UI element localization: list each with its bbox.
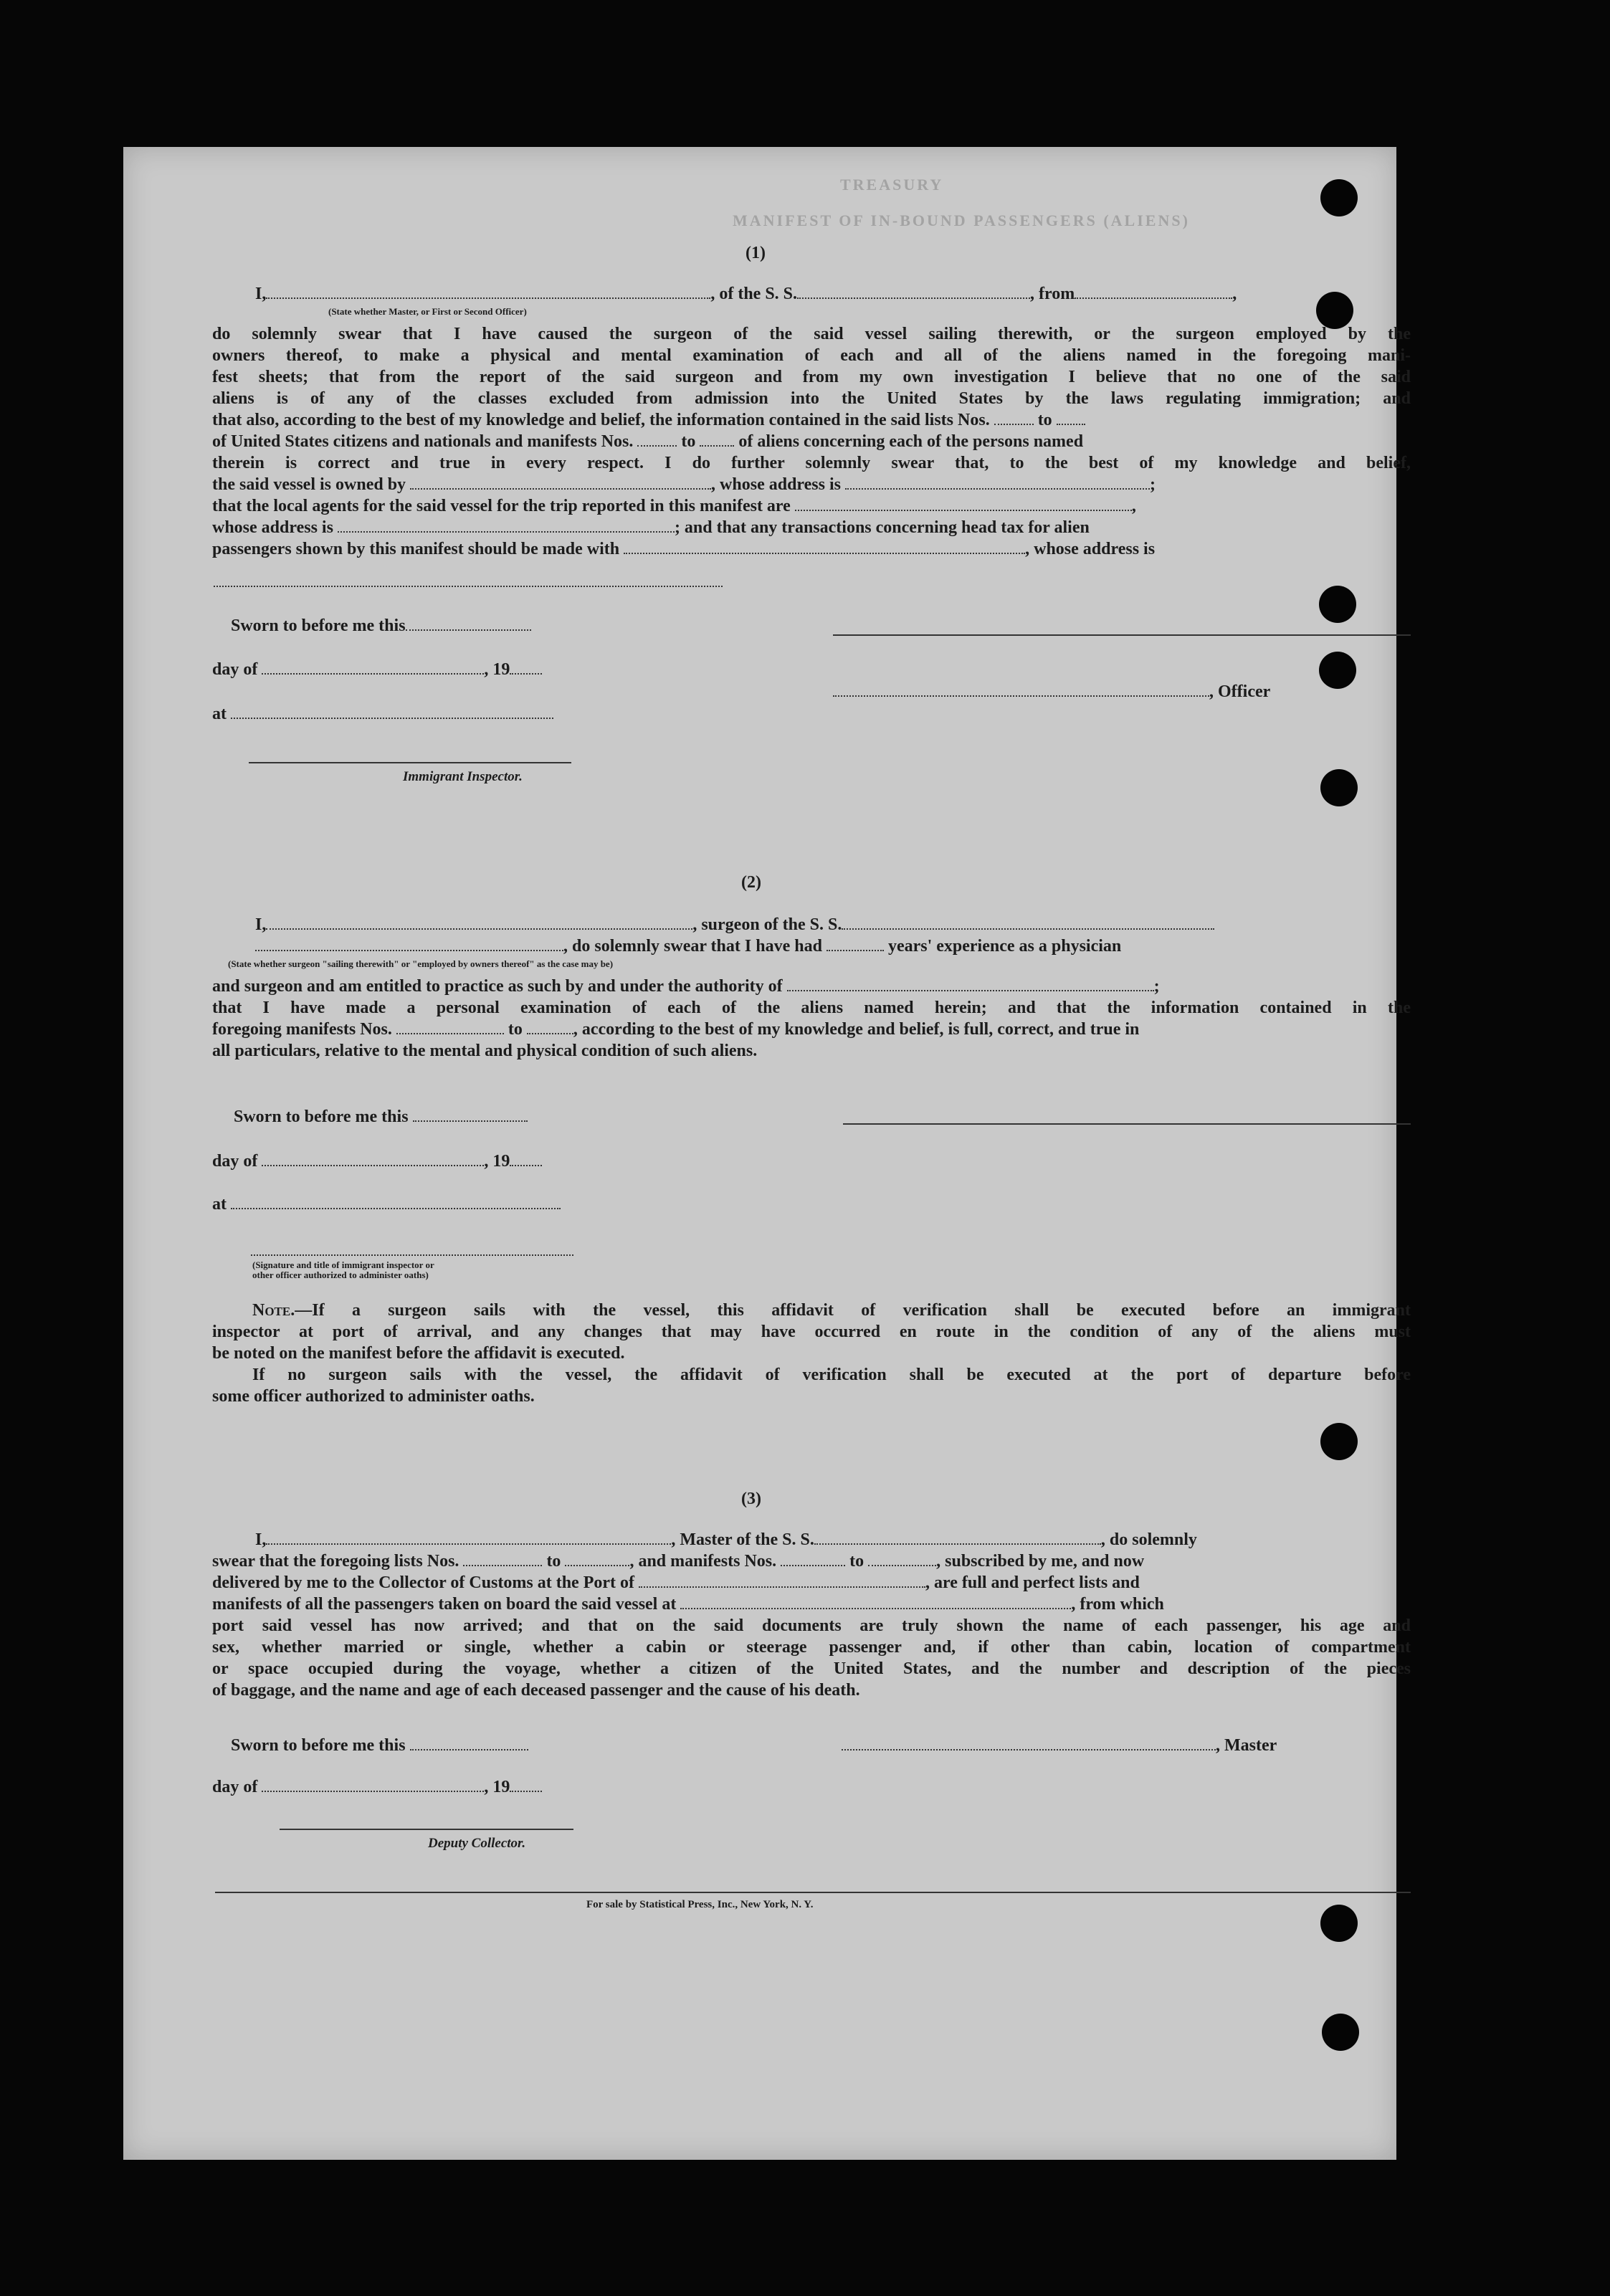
section-1-text-9: that the local agents for the said vessel for the trip reported in this manifest are , xyxy=(212,497,1136,515)
section-2-text-5: foregoing manifests Nos. to , according to the best of my knowledge and belief, is full, correct, and true in xyxy=(212,1020,1140,1039)
section-1-state-note: (State whether Master, or First or Second Officer) xyxy=(328,306,527,317)
section-1-officer: , Officer xyxy=(833,681,1270,702)
section-1-line-1: I, , of the S. S. , from , xyxy=(255,285,1237,303)
section-3-line-8: of baggage, and the name and age of each deceased passenger and the cause of his death. xyxy=(212,1681,860,1700)
section-3-line-6: sex, whether married or single, whether a cabin or steerage passenger and, if other than cabin, location of compartment xyxy=(212,1638,1411,1657)
section-2-text-6: all particulars, relative to the mental and physical condition of such aliens. xyxy=(212,1042,758,1060)
binder-hole-4 xyxy=(1319,652,1356,689)
section-2-at: at xyxy=(212,1194,561,1215)
section-3-day-of: day of , 19 xyxy=(212,1776,542,1798)
footer-rule xyxy=(215,1892,1411,1893)
section-2-note-3: be noted on the manifest before the affidavit is executed. xyxy=(212,1344,625,1363)
section-1-text-1: do solemnly swear that I have caused the surgeon of the said vessel sailing therewith, or the surgeon employed by the xyxy=(212,325,1411,343)
binder-hole-6 xyxy=(1320,1423,1358,1460)
section-3-line-1: I, , Master of the S. S. , do solemnly xyxy=(255,1530,1197,1549)
section-3-collector-line xyxy=(280,1829,573,1830)
binder-hole-7 xyxy=(1320,1905,1358,1942)
section-2-signature-note-2: other officer authorized to administer oaths) xyxy=(252,1270,429,1280)
section-3-line-5: port said vessel has now arrived; and that on the said documents are truly shown the name of each passenger, his age and xyxy=(212,1616,1411,1635)
section-2-note-5: some officer authorized to administer oaths. xyxy=(212,1387,535,1406)
section-2-state-note: (State whether surgeon "sailing therewith" or "employed by owners thereof" as the case may be) xyxy=(228,958,614,969)
section-3-line-3: delivered by me to the Collector of Customs at the Port of , are full and perfect lists and xyxy=(212,1573,1140,1592)
section-2-signature-line xyxy=(843,1123,1411,1125)
section-1-sworn: Sworn to before me this xyxy=(231,615,531,637)
section-1-text-2: owners thereof, to make a physical and mental examination of each and all of the aliens named in the foregoing mani- xyxy=(212,346,1411,365)
section-1-address-line xyxy=(214,586,723,587)
section-1-inspector-caption: Immigrant Inspector. xyxy=(403,769,523,784)
binder-hole-5 xyxy=(1320,769,1358,806)
section-1-inspector-line xyxy=(249,762,571,763)
section-2-inspector-line xyxy=(251,1254,573,1256)
section-1-text-11: passengers shown by this manifest should be made with , whose address is xyxy=(212,540,1156,558)
section-3-sworn: Sworn to before me this xyxy=(231,1735,528,1756)
faint-header-1: TREASURY xyxy=(840,176,944,194)
section-2-note-2: inspector at port of arrival, and any changes that may have occurred en route in the condition of any of the aliens must xyxy=(212,1323,1411,1341)
faint-header-2: MANIFEST OF IN-BOUND PASSENGERS (ALIENS) xyxy=(733,211,1190,229)
binder-hole-8 xyxy=(1322,2014,1359,2051)
section-3-number: (3) xyxy=(741,1490,761,1508)
section-2-signature-note-1: (Signature and title of immigrant inspector or xyxy=(252,1259,434,1270)
section-3-collector-caption: Deputy Collector. xyxy=(428,1836,526,1851)
section-3-master: , Master xyxy=(842,1735,1277,1756)
section-2-note-1: Note.—If a surgeon sails with the vessel, this affidavit of verification shall be executed before an immigrant xyxy=(252,1301,1411,1320)
section-3-line-4: manifests of all the passengers taken on board the said vessel at , from which xyxy=(212,1595,1164,1614)
section-1-text-3: fest sheets; that from the report of the said surgeon and from my own investigation I believe that no one of the said xyxy=(212,368,1411,386)
section-1-text-7: therein is correct and true in every respect. I do further solemnly swear that, to the best of my knowledge and belief, xyxy=(212,454,1411,472)
section-2-text-3: and surgeon and am entitled to practice as such by and under the authority of ; xyxy=(212,977,1160,996)
section-2-line-2: , do solemnly swear that I have had years' experience as a physician xyxy=(255,935,1121,957)
footer-printer: For sale by Statistical Press, Inc., New York, N. Y. xyxy=(586,1899,814,1910)
section-1-signature-line-1 xyxy=(833,634,1411,636)
section-2-text-4: that I have made a personal examination of each of the aliens named herein; and that the information contained in the xyxy=(212,999,1411,1017)
binder-hole-3 xyxy=(1319,586,1356,623)
section-3-line-2: swear that the foregoing lists Nos. to , and manifests Nos. to , subscribed by me, and now xyxy=(212,1552,1145,1571)
section-2-day-of: day of , 19 xyxy=(212,1151,542,1172)
section-1-text-8: the said vessel is owned by , whose address is ; xyxy=(212,475,1156,494)
section-2-sworn: Sworn to before me this xyxy=(234,1106,528,1128)
section-3-line-7: or space occupied during the voyage, whether a citizen of the United States, and the number and description of the pieces xyxy=(212,1659,1411,1678)
section-1-text-10: whose address is ; and that any transactions concerning head tax for alien xyxy=(212,518,1090,537)
section-1-text-5: that also, according to the best of my knowledge and belief, the information contained in the said lists Nos. to xyxy=(212,409,1085,431)
section-1-number: (1) xyxy=(746,244,766,262)
document-page xyxy=(123,147,1411,2160)
section-2-number: (2) xyxy=(741,873,761,892)
section-1-text-4: aliens is of any of the classes excluded from admission into the United States by the laws regulating immigration; and xyxy=(212,389,1411,408)
section-2-line-1: I, , surgeon of the S. S. xyxy=(255,914,1214,935)
section-1-text-6: of United States citizens and nationals and manifests Nos. to of aliens concerning each of the persons named xyxy=(212,432,1084,451)
binder-hole-1 xyxy=(1320,179,1358,216)
section-1-at: at xyxy=(212,703,553,725)
section-2-note-4: If no surgeon sails with the vessel, the affidavit of verification shall be executed at the port of departure before xyxy=(252,1366,1411,1384)
section-1-day-of: day of , 19 xyxy=(212,659,542,680)
